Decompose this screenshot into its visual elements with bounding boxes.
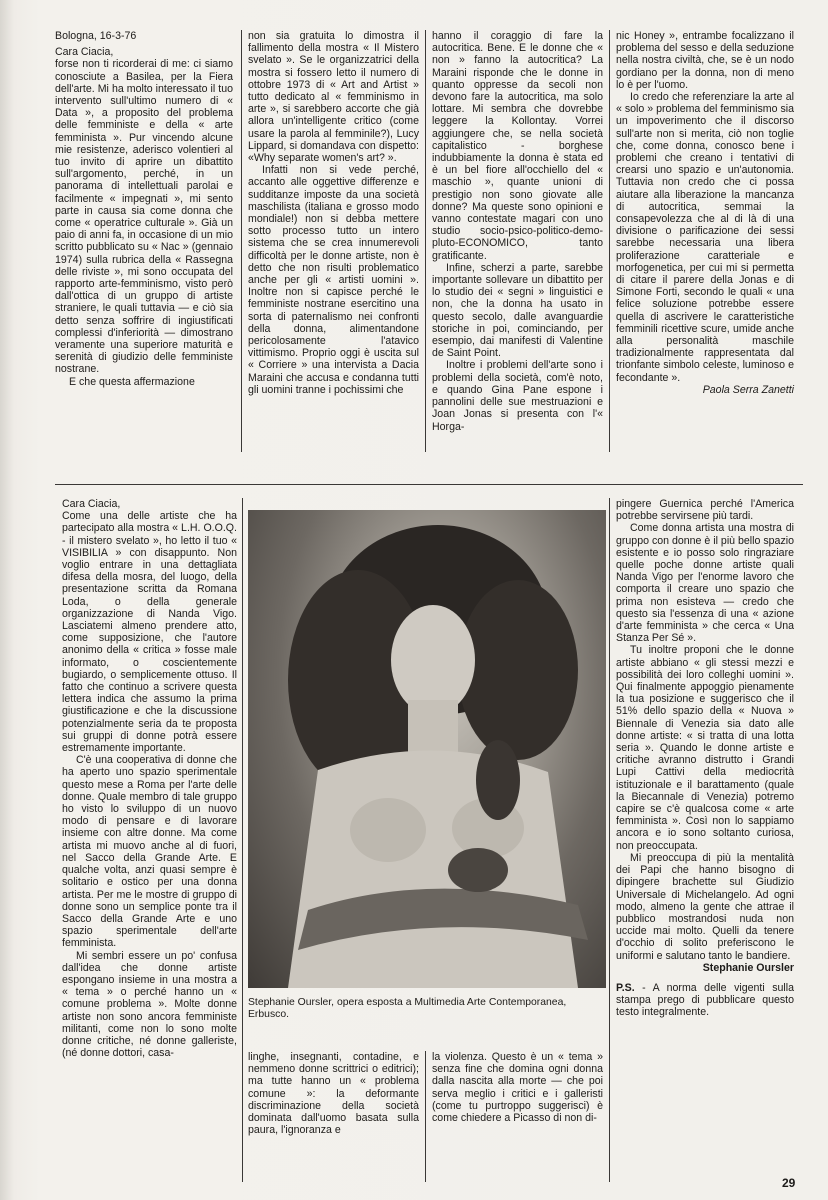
- paragraph: la violenza. Questo è un « tema » senza fine che domina ogni donna dalla nascita alla morte — che poi serva meglio i critici e i galleristi (come tu purtroppo suggerisci) è come chiedere a Picasso di non di-: [432, 1051, 603, 1125]
- paragraph: E che questa affermazione: [69, 375, 195, 388]
- paragraph: linghe, insegnanti, contadine, e nemmeno donne scrittrici o editrici); ma tutte hanno un « problema comune »: la deformante discriminazione della società dominata dall'uomo basata sulla paura, l'ignoranza e: [248, 1051, 419, 1137]
- paragraph: Infine, scherzi a parte, sarebbe importante sollevare un dibattito per lo studio dei « segni » linguistici e non, che la donna ha usato in questo secolo, dalle avanguardie storiche in poi, cominciando, per esempio, dai manifesti di Valentine de Saint Point.: [432, 261, 603, 360]
- artwork-figure: [248, 510, 606, 988]
- letter1-column-2: [248, 30, 419, 396]
- column-rule: [242, 498, 243, 1182]
- paragraph: Inoltre i problemi dell'arte sono i problemi della società, com'è noto, e quando Gina Pane espone i pannolini delle sue mestruazioni e Joan Jonas si presenta con l'« Horga-: [432, 359, 603, 433]
- column-rule: [609, 498, 610, 1182]
- page-number: 29: [782, 1176, 796, 1190]
- paragraph: nic Honey », entrambe focalizzano il problema del sesso e della seduzione nella nostra civiltà, che, se è un nodo gordiano per la donna, non di meno lo è per l'uomo.: [616, 30, 794, 91]
- artwork-photo: [248, 510, 606, 988]
- paragraph: forse non ti ricorderai di me: ci siamo conosciute a Basilea, per la Fiera dell'arte. Mi ha molto interessato il tuo intervento sull'ultimo numero di « Data », a proposito del problema delle femministe e della « arte femminista ». Pur vincendo alcune mie resistenze, aderisco volentieri al tuo invito di aprire un dibattito sull'argomento, perché, in un panorama di intellettuali parolai e facilmente « impegnati », mi sento parte in causa sia come donna che come « operatrice culturale ». Già un paio di anni fa, in occasione di un mio scritto pubblicato su « Nac » (gennaio 1974) sulla rubrica della « Rassegna delle riviste », mi sono occupata del rapporto arte-femminismo, visto però dall'ottica di un gruppo di artiste straniere, le quali tuttavia — e ciò sia detto senza soffrire di ingiustificati complessi d'inferiorità — dimostrano veramente una superiore maturità e serenità di giudizio delle femministe nostrane.: [55, 58, 233, 376]
- letter2-column-1: [62, 498, 237, 1059]
- ps-label: P.S.: [616, 981, 635, 994]
- paragraph: Come donna artista una mostra di gruppo con donne è il più bello spazio esistente e io posso solo ringraziare quelle poche donne artiste quali Nanda Vigo per l'enorme lavoro che comporta il creare uno spazio che prima non esisteva — credo che questo sia l'essenza di una « azione d'arte femminista » che cerca « Una Stanza Per Sé ».: [616, 522, 794, 645]
- letter1-column-3: [432, 30, 603, 433]
- paragraph: C'è una cooperativa di donne che ha aperto uno spazio sperimentale questo mese a Roma per l'arte delle donne. Quale membro di tale gruppo ho visto lo sviluppo di un nuovo modo di pensare e di lavorare insieme con altre donne. Ma come artista mi muovo anche al di fuori, nel Sacco della Grande Arte. E qualche volta, anzi quasi sempre è solitario e ostico per una donna artista. Per me le mostre di gruppo di donne sono un semplice ponte tra il Sacco della Grande Arte e uno spazio sperimentale dell'arte femminista.: [62, 754, 237, 950]
- letter2-column-4: [616, 498, 794, 1019]
- photo-caption: Stephanie Oursler, opera esposta a Multimedia Arte Contemporanea, Erbusco.: [248, 997, 567, 1021]
- postscript: [616, 982, 794, 1019]
- paragraph: Infatti non si vede perché, accanto alle oggettive differenze e sudditanze imposte da una società maschilista (italiana e grosso modo mondiale!) non si debba mettere sotto processo tutto un intero sistema che se crea innumerevoli difficoltà per le donne artiste, non è detto che non risulti problematico anche per gli « artisti uomini ». Inoltre non si capisce perché le femministe nostrane esercitino una sorta di paternalismo nei confronti della donna, alimentandone pericolosamente l'atavico vittimismo. Proprio oggi è uscita sul « Corriere » una intervista a Dacia Maraini che accusa e condanna tutti gli uomini tranne i pochissimi che: [248, 164, 419, 396]
- paragraph: Mi sembri essere un po' confusa dall'idea che donne artiste espongano insieme in una mostra a « tema » o perché hanno un « comune problema ». Molte donne artiste non sono ancora femministe militanti, come non lo sono molte donne critiche, né donne galleriste, (né donne dottori, casa-: [62, 949, 237, 1060]
- signature-stephanie: Stephanie Oursler: [702, 961, 794, 974]
- paragraph: non sia gratuita lo dimostra il fallimento della mostra « Il Mistero svelato ». Se le organizzatrici della mostra si fossero letto il numero di ottobre 1973 di « Art and Artist » tutto dedicato al « femminismo in arte », si sarebbero accorte che già allora un'intelligente critico (come usare la parola al femminile?), Lucy Lippard, si domandava con dispetto: «Why separate women's art? ».: [248, 30, 419, 165]
- paragraph: Tu inoltre proponi che le donne artiste abbiano « gli stessi mezzi e possibilità dei loro colleghi uomini ». Qui finalmente appoggio pienamente la tua posizione e suggerisco che il 51% dello spazio della « Nuova » Biennale di Venezia sia dato alle donne artiste: « si tratta di una lotta seria ». Quando le donne artiste e critiche avranno distrutto i Grandi Lupi Cattivi della mediocrità istituzionale e il barattamento (quale la Biecannale di Venezia) potremo capire se c'è qualcosa come « arte femminista ». Così non lo sappiamo ancora e io sono soltanto curiosa, non preoccupata.: [616, 644, 794, 852]
- signature-paola: Paola Serra Zanetti: [702, 383, 794, 396]
- paragraph: Mi preoccupa di più la mentalità dei Papi che hanno bisogno di dipingere brachette sul Giudizio Universale di Michelangelo. Ad ogni modo, almeno la gente che attrae il pubblico mostrandosi nuda non uccide mai molto. Quelli da tenere d'occhio di solito preferiscono le uniformi e salutano tanto le bandiere.: [616, 851, 794, 962]
- column-rule: [609, 30, 610, 452]
- paragraph: Io credo che referenziare la arte al « solo » problema del femminismo sia un impoverimento che il discorso sull'arte non si merita, ciò non toglie che, come donna, conosco bene i problemi che creano i tentativi di crearsi uno spazio e un'autonomia. Tuttavia non credo che ci possa aiutare alla liberazione la mancanza di autocritica, semmai la consapevolezza che al di là di una divisione o parificazione dei sessi sarebbe necessaria una libera proliferazione caratteriale e morfogenetica, per cui mi si permetta di citare il parere della Jonas e di Simone Forti, secondo le quali « una felice soluzione potrebbe essere quella di ascrivere le caratteristiche femminili ricettive scure, umide anche alla personalità maschile tradizionalmente rappresentata dal trionfante simbolo celeste, luminoso e fecondante ».: [616, 91, 794, 384]
- letter1-column-4: [616, 30, 794, 396]
- letter2-bottom-right: [432, 1051, 603, 1124]
- section-divider: [55, 484, 803, 485]
- dateline: Bologna, 16-3-76: [55, 30, 137, 42]
- letter2-bottom-middle: [248, 1051, 419, 1136]
- salutation: Cara Ciacia,: [55, 46, 114, 59]
- column-rule: [425, 30, 426, 452]
- letter1-column-1: [55, 30, 233, 388]
- paragraph: pingere Guernica perché l'America potrebbe servirsene più tardi.: [616, 498, 794, 523]
- column-rule: [425, 1051, 426, 1182]
- salutation: Cara Ciacia,: [62, 498, 121, 510]
- paragraph: hanno il coraggio di fare la autocritica. Bene. E le donne che « non » fanno la autocritica? La Maraini risponde che le donne in quanto oppresse da secoli non devono fare la autocritica, ma solo lottare. Mi sembra che dovrebbe leggere la Kollontay. Vorrei aggiungere che, se nella società capitalistico - borghese indubbiamente la donna è stata ed è un bel fiore all'occhiello del « maschio », quante unioni di prestigio non sono giovate alle donne? Ma queste sono opinioni e vanno contestate magari con uno studio socio-psico-politico-demo-pluto-ECONOMICO, tanto gratificante.: [432, 30, 603, 262]
- column-rule: [241, 30, 242, 452]
- ps-text: - A norma delle vigenti sulla stampa prego di pubblicare questo testo integralmente.: [616, 981, 794, 1019]
- paragraph: Come una delle artiste che ha partecipato alla mostra « L.H. O.O.Q. - il mistero svelato », ho letto il tuo « VISIBILIA » con disappunto. Non voglio entrare in una dettagliata difesa della mosra, del luogo, della presentazione scritta da Romana Loda, o della generale organizzazione di Nanda Vigo. Lasciatemi almeno prendere atto, come supposizione, che l'autore anonimo della « critica » fosse male informato, o coscientemente bugiardo, o semplicemente ottuso. Il fatto che continuo a scrivere questa lettera indica che assumo la prima giustificazione e che la discussione potenzialmente seria da te proposta sui gruppi di donne potrà essere estremamente importante.: [62, 510, 237, 755]
